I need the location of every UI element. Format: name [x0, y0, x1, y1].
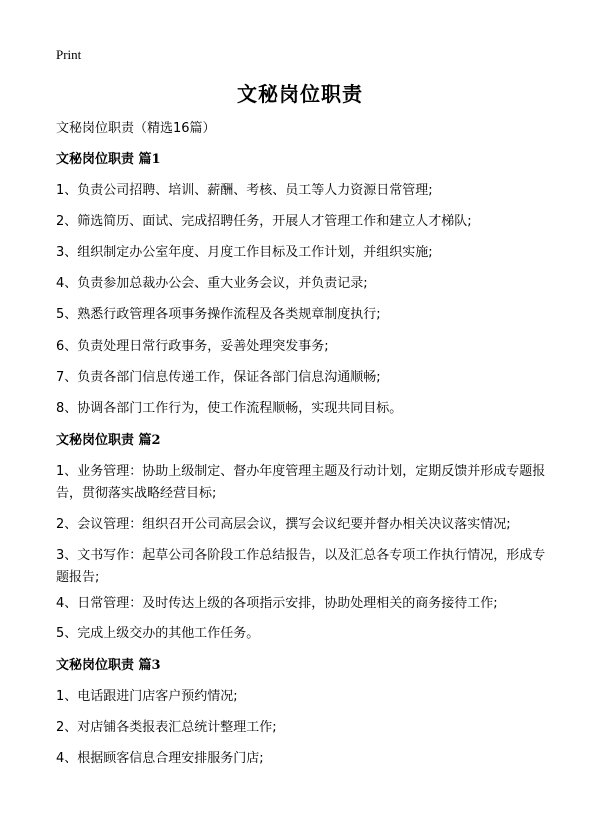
list-item: 5、完成上级交办的其他工作任务。: [56, 626, 260, 641]
list-item: 8、协调各部门工作行为，使工作流程顺畅，实现共同目标。: [56, 401, 403, 416]
section-heading-2: 文秘岗位职责 篇2: [56, 433, 161, 448]
list-item: 5、熟悉行政管理各项事务操作流程及各类规章制度执行;: [56, 307, 381, 322]
section-heading-1: 文秘岗位职责 篇1: [56, 152, 161, 167]
list-item: 2、会议管理：组织召开公司高层会议，撰写会议纪要并督办相关决议落实情况;: [56, 517, 511, 532]
list-item: 4、根据顾客信息合理安排服务门店;: [56, 751, 264, 766]
print-link[interactable]: Print: [56, 47, 82, 62]
list-item: 3、组织制定办公室年度、月度工作目标及工作计划，并组织实施;: [56, 245, 433, 260]
list-item: 1、业务管理：协助上级制定、督办年度管理主题及行动计划，定期反馈并形成专题报告，贯彻落实战略经营目标;: [56, 464, 546, 501]
list-item: 1、电话跟进门店客户预约情况;: [56, 689, 238, 704]
list-item: 7、负责各部门信息传递工作，保证各部门信息沟通顺畅;: [56, 370, 381, 385]
document-title: 文秘岗位职责: [237, 82, 363, 106]
section-heading-3: 文秘岗位职责 篇3: [56, 658, 161, 673]
list-item: 3、文书写作：起草公司各阶段工作总结报告，以及汇总各专项工作执行情况，形成专题报告;: [56, 548, 546, 585]
document-subtitle: 文秘岗位职责（精选16篇）: [56, 121, 216, 136]
list-item: 6、负责处理日常行政事务，妥善处理突发事务;: [56, 339, 329, 354]
list-item: 4、日常管理：及时传达上级的各项指示安排，协助处理相关的商务接待工作;: [56, 596, 498, 611]
list-item: 4、负责参加总裁办公会、重大业务会议，并负责记录;: [56, 276, 368, 291]
list-item: 1、负责公司招聘、培训、薪酬、考核、员工等人力资源日常管理;: [56, 183, 433, 198]
list-item: 2、筛选简历、面试、完成招聘任务，开展人才管理工作和建立人才梯队;: [56, 214, 472, 229]
list-item: 2、对店铺各类报表汇总统计整理工作;: [56, 720, 277, 735]
